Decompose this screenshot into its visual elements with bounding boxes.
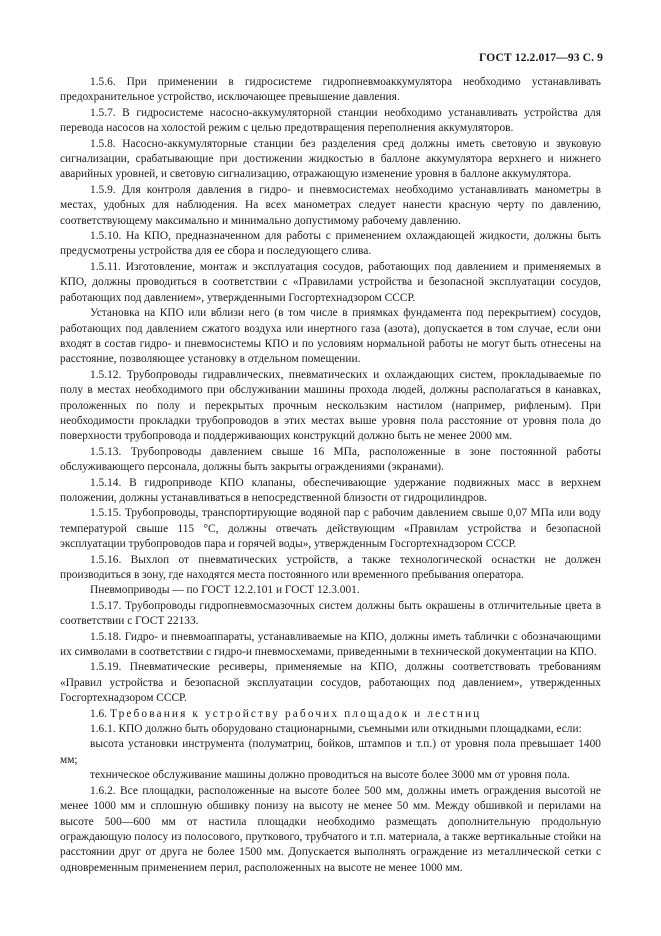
paragraph-1-5-12: 1.5.12. Трубопроводы гидравлических, пневматических и охлаждающих систем, прокладываемые по полу в местах необходимого при обслуживании машины прохода людей, должны располагаться в канавках, проложенных по полу и перекрытых прочным нескользким настилом (например, рифленым). При необходимости прокладки трубопроводов в этих местах выше уровня пола расстояние от уровня пола до поверхности трубопровода и поддерживающих конструкций должно быть не менее 2000 мм.: [60, 368, 601, 443]
paragraph-1-5-19: 1.5.19. Пневматические ресиверы, применяемые на КПО, должны соответствовать требованиям «Правил устройства и безопасной эксплуатации сосудов, работающих под давлением», утвержденных Госгортехнадзором СССР.: [60, 661, 601, 705]
paragraph-1-5-14: 1.5.14. В гидроприводе КПО клапаны, обеспечивающие удержание подвижных масс в верхнем положении, должны устанавливаться в непосредственной близости от гидроцилиндров.: [60, 476, 601, 504]
paragraph-1-5-11: 1.5.11. Изготовление, монтаж и эксплуатация сосудов, работающих под давлением и применяемых в КПО, должны проводиться в соответствии с «Правилами устройства и безопасной эксплуатации сосудов, работающих под давлением», утвержденными Госгортехнадзором СССР.: [60, 260, 601, 304]
paragraph-pneumatic-drives: Пневмоприводы — по ГОСТ 12.2.101 и ГОСТ 12.3.001.: [90, 584, 360, 597]
paragraph-1-6-1-item-1: высота установки инструмента (полуматриц, бойков, штампов и т.п.) от уровня пола превышает 1400 мм;: [60, 738, 601, 766]
paragraph-1-5-6: 1.5.6. При применении в гидросистеме гидропневмоаккумулятора необходимо устанавливать предохранительное устройство, исключающее превышение давления.: [60, 76, 601, 104]
paragraph-1-6-1-item-2: техническое обслуживание машины должно проводиться на высоте более 3000 мм от уровня пола.: [90, 769, 570, 782]
paragraph-1-5-10: 1.5.10. На КПО, предназначенном для работы с применением охлаждающей жидкости, должны быть предусмотрены устройства для ее сбора и последующего слива.: [60, 230, 601, 258]
section-title: Требования к устройству рабочих площадок и лестниц: [109, 707, 482, 720]
paragraph-1-5-9: 1.5.9. Для контроля давления в гидро- и пневмосистемах необходимо устанавливать манометры в местах, удобных для наблюдения. На всех манометрах следует нанести красную черту по давлению, соответствующему максимально и минимально допустимому рабочему давлению.: [60, 183, 601, 227]
paragraph-1-5-17: 1.5.17. Трубопроводы гидропневмосмазочных систем должны быть окрашены в отличительные цвета в соответствии с ГОСТ 22133.: [60, 599, 601, 628]
paragraph-1-5-7: 1.5.7. В гидросистеме насосно-аккумуляторной станции необходимо устанавливать устройства для перевода насосов на холостой режим с целью предотвращения переполнения аккумуляторов.: [60, 106, 601, 135]
paragraph-1-5-18: 1.5.18. Гидро- и пневмоаппараты, устанавливаемые на КПО, должны иметь таблички с обозначающими их символами в соответствии с гидро-и пневмосхемами, приведенными в технической документации на КПО.: [60, 630, 601, 659]
paragraph-1-5-13: 1.5.13. Трубопроводы давлением свыше 16 МПа, расположенные в зоне постоянной работы обслуживающего персонала, должны быть закрыты ограждениями (экранами).: [60, 445, 601, 474]
page-header: ГОСТ 12.2.017—93 С. 9: [479, 51, 603, 64]
paragraph-1-6-1: 1.6.1. КПО должно быть оборудовано стационарными, съемными или откидными площадками, если:: [90, 723, 582, 736]
paragraph-1-5-15: 1.5.15. Трубопроводы, транспортирующие водяной пар с рабочим давлением свыше 0,07 МПа или воду температурой свыше 115 °С, должны отвечать действующим «Правилам устройства и безопасной эксплуатации трубопроводов пара и горячей воды», утвержденным Госгортехнадзором СССР.: [60, 507, 601, 551]
document-body: [60, 75, 601, 876]
section-number: 1.6.: [90, 707, 108, 720]
paragraph-1-5-16: 1.5.16. Выхлоп от пневматических устройств, а также технологической оснастки не должен производиться в зону, где находятся места постоянного или временного пребывания оператора.: [60, 553, 601, 581]
section-heading-1-6: [60, 707, 601, 722]
paragraph-1-6-2: 1.6.2. Все площадки, расположенные на высоте более 500 мм, должны иметь ограждения высотой не менее 1000 мм и сплошную обшивку понизу на высоту не менее 50 мм. Между обшивкой и перилами на высоте 500—600 мм от настила площадки необходимо размещать дополнительную продольную ограждающую полосу из полосового, пруткового, трубчатого и т.п. материала, а также вертикальные стойки на расстоянии друг от друга не более 1500 мм. Допускается выполнять ограждение из металлической сетки с одновременным применением перил, расположенных на высоте не менее 1000 мм.: [60, 784, 601, 874]
paragraph-1-5-11-continued: Установка на КПО или вблизи него (в том числе в приямках фундамента под перекрытием) сосудов, работающих под давлением сжатого воздуха или инертного газа (азота), допускается в том случае, если они входят в состав гидро- и пневмосистемы КПО и по условиям нормальной работы не могут быть отнесены на расстояние, позволяющее установку в отдельном помещении.: [60, 307, 601, 366]
paragraph-1-5-8: 1.5.8. Насосно-аккумуляторные станции без разделения сред должны иметь световую и звуковую сигнализации, срабатывающие при достижении жидкостью в баллоне аккумулятора верхнего и нижнего аварийных уровней, и световую сигнализацию, отражающую изменение уровня в баллоне аккумулятора.: [60, 137, 601, 181]
